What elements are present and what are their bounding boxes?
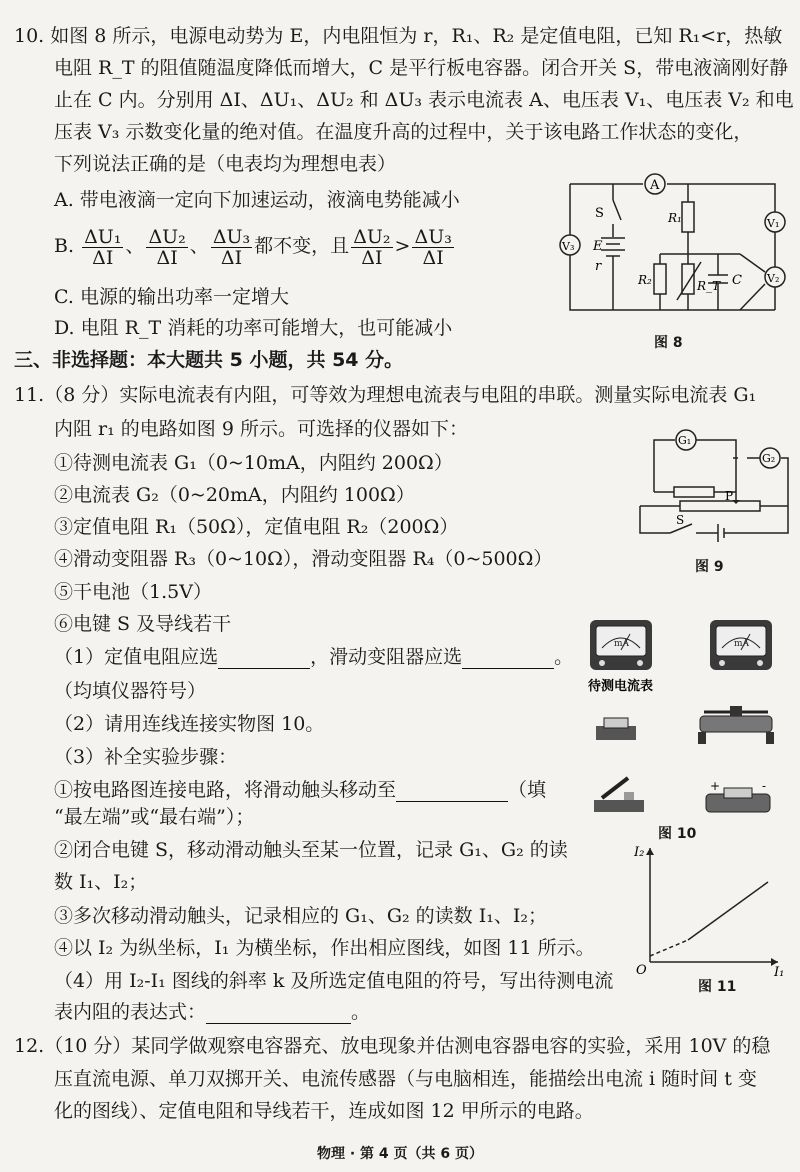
q10-line1: 10. 如图 8 所示，电源电动势为 E，内电阻恒为 r，R₁、R₂ 是定值电阻，已知 R₁<r，热敏 — [14, 25, 783, 47]
blank-fixed-resistor[interactable] — [218, 650, 310, 669]
meter-g2-icon — [710, 620, 772, 670]
svg-text:+: + — [710, 779, 721, 793]
svg-text:-: - — [762, 779, 767, 793]
meter-under-test-icon — [590, 620, 652, 670]
q11-part-2: （2）请用连线连接实物图 10。 — [54, 713, 325, 735]
q11-step-1: ①按电路图连接电路，将滑动触头移动至 （填 — [54, 779, 547, 801]
rt-label: R_T — [697, 279, 721, 293]
figure-8-circuit — [555, 172, 790, 332]
figure-9-caption: 图 9 — [695, 559, 724, 575]
figure-11-caption: 图 11 — [698, 979, 737, 995]
q10-option-a: A. 带电液滴一定向下加速运动，液滴电势能减小 — [54, 189, 460, 211]
q11-part-4: （4）用 I₂-I₁ 图线的斜率 k 及所选定值电阻的符号，写出待测电流 — [54, 970, 614, 992]
g1-label: G₁ — [678, 434, 692, 447]
knife-switch-icon — [594, 778, 644, 812]
q11-step-3: ③多次移动滑动触头，记录相应的 G₁、G₂ 的读数 I₁、I₂； — [54, 905, 547, 927]
q11-item-6: ⑥电键 S 及导线若干 — [54, 613, 232, 635]
y-axis-label: I₂ — [634, 845, 645, 860]
fixed-resistor-icon — [596, 718, 636, 740]
section-3-heading: 三、非选择题：本大题共 5 小题，共 54 分。 — [14, 349, 404, 371]
q10-option-c: C. 电源的输出功率一定增大 — [54, 286, 289, 308]
fraction-du2-b: $\frac{\text{ΔU₂}}{\Delta I}$ — [353, 225, 391, 269]
origin-label: O — [636, 963, 647, 978]
q12-line1: 12.（10 分）某同学做观察电容器充、放电现象并估测电容器电容的实验，采用 10V 的稳 — [14, 1035, 771, 1057]
q11-step-1-cont: “最左端”或“最右端”）； — [54, 806, 255, 828]
rheostat-icon — [698, 706, 774, 744]
q12-line2: 压直流电源、单刀双掷开关、电流传感器（与电脑相连，能描绘出电流 i 随时间 t 变 — [54, 1068, 757, 1090]
q10-line5: 下列说法正确的是（电表均为理想电表） — [54, 153, 397, 175]
figure-11-graph — [628, 840, 793, 978]
q11-item-4: ④滑动变阻器 R₃（0~10Ω），滑动变阻器 R₄（0~500Ω） — [54, 548, 553, 570]
q11-item-3: ③定值电阻 R₁（50Ω），定值电阻 R₂（200Ω） — [54, 516, 459, 538]
blank-rheostat[interactable] — [462, 650, 554, 669]
data-line — [688, 882, 768, 940]
emf-e-label: E — [593, 239, 603, 254]
q11-part-1: （1）定值电阻应选 ，滑动变阻器应选 。 — [54, 646, 574, 668]
q11-item-2: ②电流表 G₂（0~20mA，内阻约 100Ω） — [54, 484, 415, 506]
q10-line2: 电阻 R_T 的阻值随温度降低而增大，C 是平行板电容器。闭合开关 S，带电液滴刚好静 — [54, 57, 789, 79]
ammeter-a-label: A — [650, 178, 660, 193]
q11-part-3: （3）补全实验步骤： — [54, 746, 238, 768]
slider-p-label: P — [725, 489, 734, 503]
q11-item-1: ①待测电流表 G₁（0~10mA，内阻约 200Ω） — [54, 452, 453, 474]
q10-line3: 止在 C 内。分别用 ΔI、ΔU₁、ΔU₂ 和 ΔU₃ 表示电流表 A、电压表 V₁、电压表 V₂ 和电 — [54, 89, 794, 111]
figure-8-caption: 图 8 — [654, 335, 683, 351]
capacitor-c-label: C — [732, 273, 742, 288]
q10-line4: 压表 V₃ 示数变化量的绝对值。在温度升高的过程中，关于该电路工作状态的变化， — [54, 121, 753, 143]
g2-label: G₂ — [762, 452, 776, 465]
meter-under-test-label: 待测电流表 — [588, 679, 654, 694]
fraction-du2: $\frac{\text{ΔU₂}}{\Delta I}$ — [148, 225, 186, 269]
voltmeter-v1-label: V₁ — [767, 217, 780, 230]
q11-item-5: ⑤干电池（1.5V） — [54, 581, 212, 603]
q11-step-4: ④以 I₂ 为纵坐标，I₁ 为横坐标，作出相应图线，如图 11 所示。 — [54, 937, 595, 959]
r2-label: R₂ — [638, 273, 652, 287]
figure-10-caption: 图 10 — [658, 826, 697, 842]
fraction-du3: $\frac{\text{ΔU₃}}{\Delta I}$ — [212, 225, 251, 269]
battery-icon — [706, 779, 770, 812]
internal-r-label: r — [595, 259, 602, 274]
option-b-middle: 都不变，且 — [254, 235, 350, 257]
fraction-du3-b: $\frac{\text{ΔU₃}}{\Delta I}$ — [414, 225, 452, 269]
blank-resistance-expression[interactable] — [206, 1005, 351, 1024]
q11-part-1-note: （均填仪器符号） — [54, 680, 207, 702]
fraction-du1: $\frac{\text{ΔU₁}}{\Delta I}$ — [84, 225, 122, 269]
q10-option-d: D. 电阻 R_T 消耗的功率可能增大，也可能减小 — [54, 317, 453, 339]
q12-line3: 化的图线）、定值电阻和导线若干，连成如图 12 甲所示的电路。 — [54, 1100, 594, 1122]
voltmeter-v2-label: V₂ — [767, 272, 780, 285]
q11-step-2: ②闭合电键 S，移动滑动触头至某一位置，记录 G₁、G₂ 的读 — [54, 839, 568, 861]
q11-step-2-cont: 数 I₁、I₂； — [54, 871, 148, 893]
figure-10-apparatus — [580, 608, 790, 828]
q11-line2: 内阻 r₁ 的电路如图 9 所示。可选择的仪器如下： — [54, 418, 468, 440]
blank-slider-position[interactable] — [396, 783, 508, 802]
q10-option-b: B. $\frac{\text{ΔU₁}}{\Delta I}$ 、 $\frac{\text{ΔU₂}}{\Delta I}$ 、 $\frac{\text{ΔU₃}}{\Delta I}$ 都不变，且 $\frac{\text{ΔU₂}}{\Delta I}$ > $\frac{\text{ΔU₃}}{\Delta I}$ — [54, 225, 452, 269]
option-b-prefix: B. — [54, 235, 75, 257]
fig9-switch-s-label: S — [676, 513, 685, 527]
x-axis-label: I₁ — [774, 965, 785, 978]
svg-text:mA: mA — [614, 639, 630, 649]
switch-s-label: S — [595, 206, 604, 221]
q11-line1: 11.（8 分）实际电流表有内阻，可等效为理想电流表与电阻的串联。测量实际电流表 G₁ — [14, 384, 757, 406]
voltmeter-v3-label: V₃ — [562, 240, 575, 253]
page-footer: 物理 · 第 4 页（共 6 页） — [316, 1146, 484, 1162]
figure-9-circuit — [630, 420, 795, 550]
r1-label: R₁ — [668, 211, 682, 225]
svg-text:mA: mA — [734, 639, 750, 649]
q11-part-4-cont: 表内阻的表达式： 。 — [54, 1001, 371, 1023]
slider-pointer-icon — [732, 500, 740, 504]
extrapolated-line — [650, 940, 688, 956]
